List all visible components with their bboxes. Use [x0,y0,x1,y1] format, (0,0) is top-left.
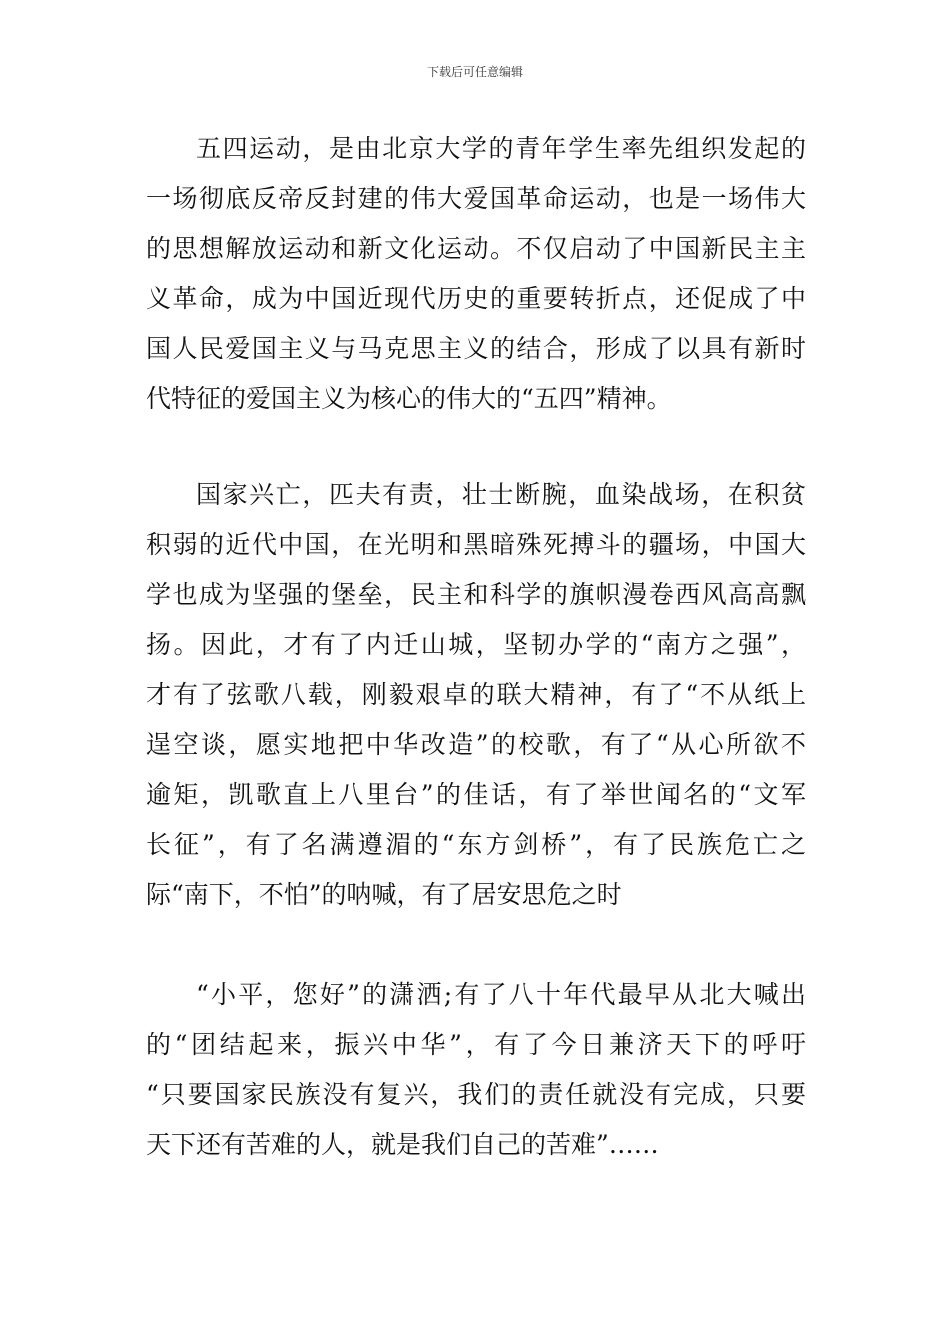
paragraph-line: 逾矩，凯歌直上八里台”的佳话，有了举世闻名的“文军 [146,780,806,809]
page-header-note: 下载后可任意编辑 [426,65,523,79]
paragraph-line: 义革命，成为中国近现代历史的重要转折点，还促成了中 [146,284,806,313]
paragraph-line: “小平，您好”的潇洒;有了八十年代最早从北大喊出 [196,980,806,1009]
paragraph-may-fourth [146,124,806,424]
paragraph-line: 的“团结起来，振兴中华”，有了今日兼济天下的呼吁 [146,1030,806,1059]
paragraph-line: “只要国家民族没有复兴，我们的责任就没有完成，只要 [146,1080,806,1109]
paragraph-line: 逞空谈，愿实地把中华改造”的校歌，有了“从心所欲不 [146,730,806,759]
paragraph-line: 五四运动，是由北京大学的青年学生率先组织发起的 [196,134,806,163]
paragraph-line: 长征”，有了名满遵湄的“东方剑桥”，有了民族危亡之 [146,830,806,859]
paragraph-line: 国家兴亡，匹夫有责，壮士断腕，血染战场，在积贫 [196,480,806,509]
paragraph-xiaoping [146,970,806,1170]
paragraph-line: 才有了弦歌八载，刚毅艰卓的联大精神，有了“不从纸上 [146,680,806,709]
paragraph-national-rise [146,470,806,920]
paragraph-line: 代特征的爱国主义为核心的伟大的“五四”精神。 [146,384,672,413]
paragraph-line: 扬。因此，才有了内迁山城，坚韧办学的“南方之强”， [146,630,806,659]
paragraph-line: 国人民爱国主义与马克思主义的结合，形成了以具有新时 [146,334,806,363]
paragraph-line: 积弱的近代中国，在光明和黑暗殊死搏斗的疆场，中国大 [146,530,806,559]
paragraph-line: 天下还有苦难的人，就是我们自己的苦难”…… [146,1130,659,1159]
paragraph-line: 际“南下，不怕”的呐喊，有了居安思危之时 [146,880,622,909]
paragraph-line: 的思想解放运动和新文化运动。不仅启动了中国新民主主 [146,234,806,263]
paragraph-line: 一场彻底反帝反封建的伟大爱国革命运动，也是一场伟大 [146,184,806,213]
paragraph-line: 学也成为坚强的堡垒，民主和科学的旗帜漫卷西风高高飘 [146,580,806,609]
